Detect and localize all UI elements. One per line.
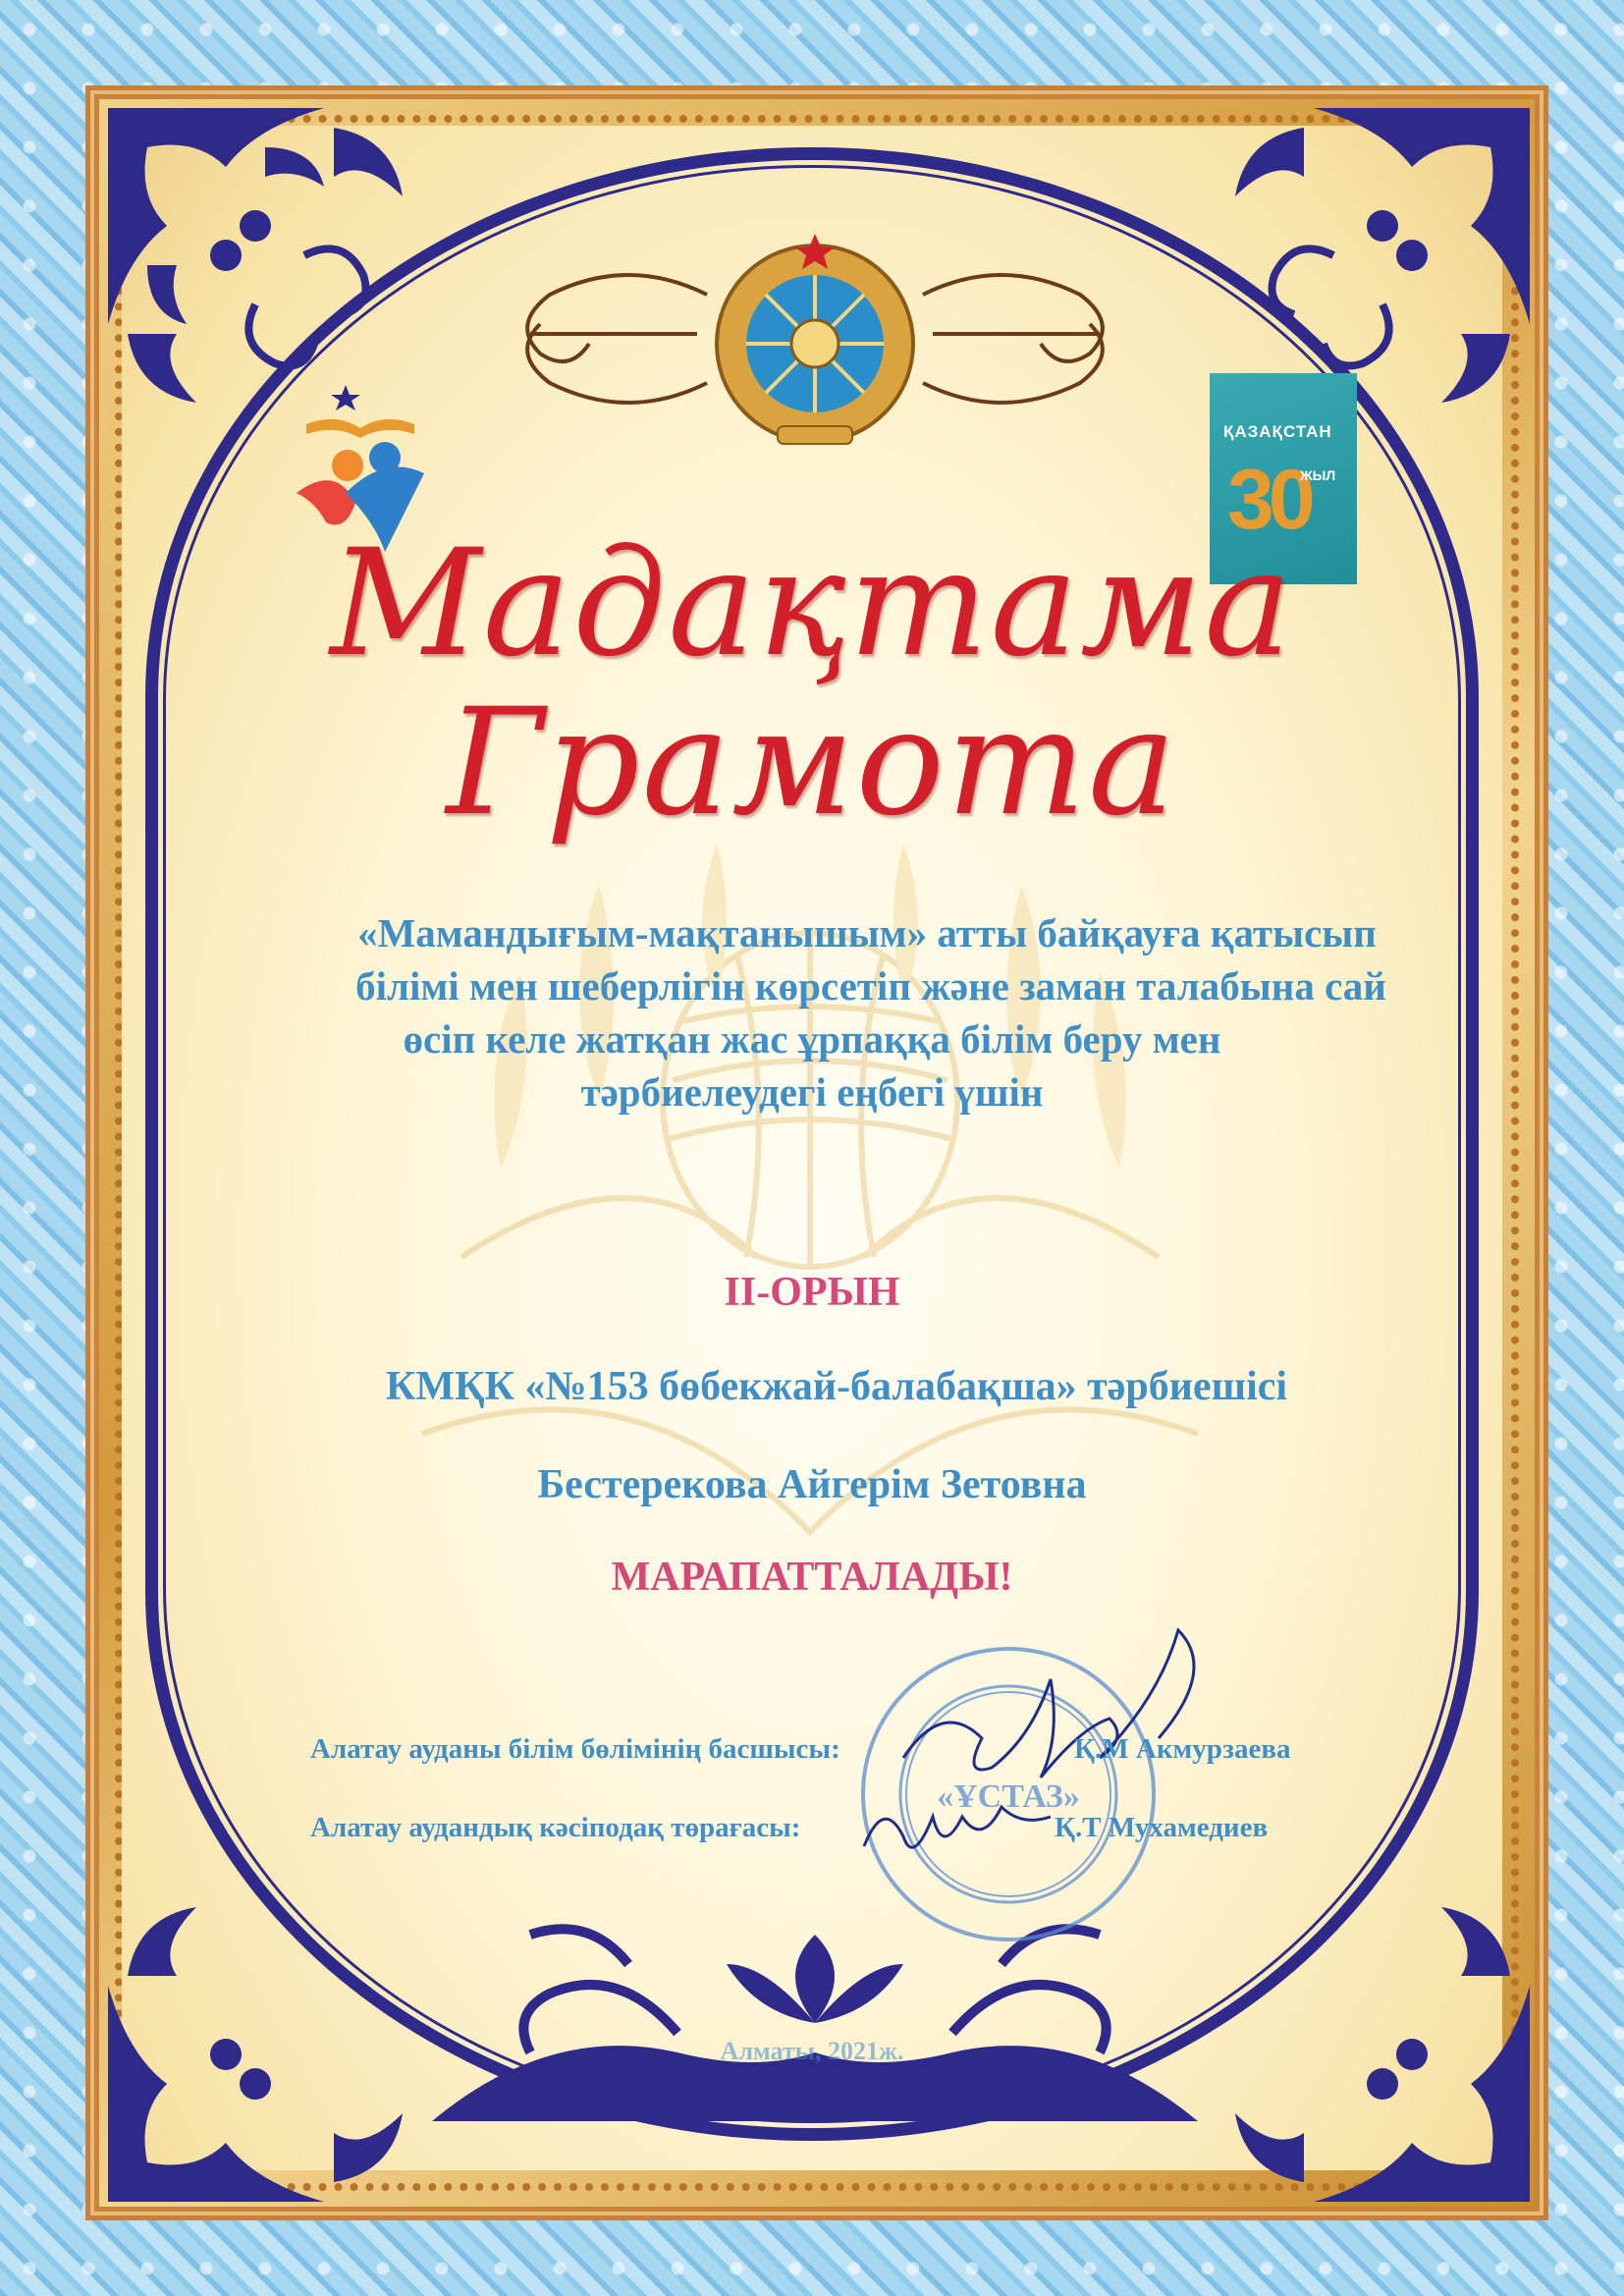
signatory-name: Қ.М Акмурзаева <box>1074 1733 1291 1765</box>
signatory-name: Қ.Т Мухамедиев <box>1055 1812 1269 1843</box>
body-line: тәрбиелеудегі еңбегі үшін <box>580 1069 1044 1115</box>
state-emblem-icon <box>707 234 923 460</box>
stamp-text: «ҰСТАЗ» <box>937 1778 1080 1815</box>
corner-ornament <box>108 108 432 432</box>
city-year: Алматы, 2021ж. <box>720 2037 904 2065</box>
signatory-role: Алатау ауданы білім бөлімінің басшысы: <box>310 1733 840 1765</box>
recipient-name: Бестерекова Айгерім Зетовна <box>537 1462 1087 1507</box>
signatory-role: Алатау аудандық кәсіподақ төрағасы: <box>310 1812 801 1843</box>
signature-scribble <box>854 1787 1070 1866</box>
logo-year-word: ЖЫЛ <box>1300 467 1336 483</box>
body-line: өсіп келе жатқан жас ұрпаққа білім беру мен <box>403 1016 1221 1062</box>
signature-scribble <box>884 1611 1237 1807</box>
awarded-text: МАРАПАТТАЛАДЫ! <box>611 1555 1013 1600</box>
title-kazakh: Мадақтама <box>330 519 1294 689</box>
body-line: «Мамандығым-мақтанышым» атты байқауға қатысып <box>357 910 1377 956</box>
title-russian: Грамота <box>446 678 1178 848</box>
logo-country-text: ҚАЗАҚСТАН <box>1223 422 1332 441</box>
place-award: II-ОРЫН <box>724 1270 900 1315</box>
organization-line: КМҚК «№153 бөбекжай-балабақша» тәрбиешісі <box>385 1364 1288 1409</box>
body-line: білімі мен шеберлігін көрсетіп және заман талабына сай <box>355 963 1386 1009</box>
logo-number-text: 30 <box>1227 453 1310 547</box>
